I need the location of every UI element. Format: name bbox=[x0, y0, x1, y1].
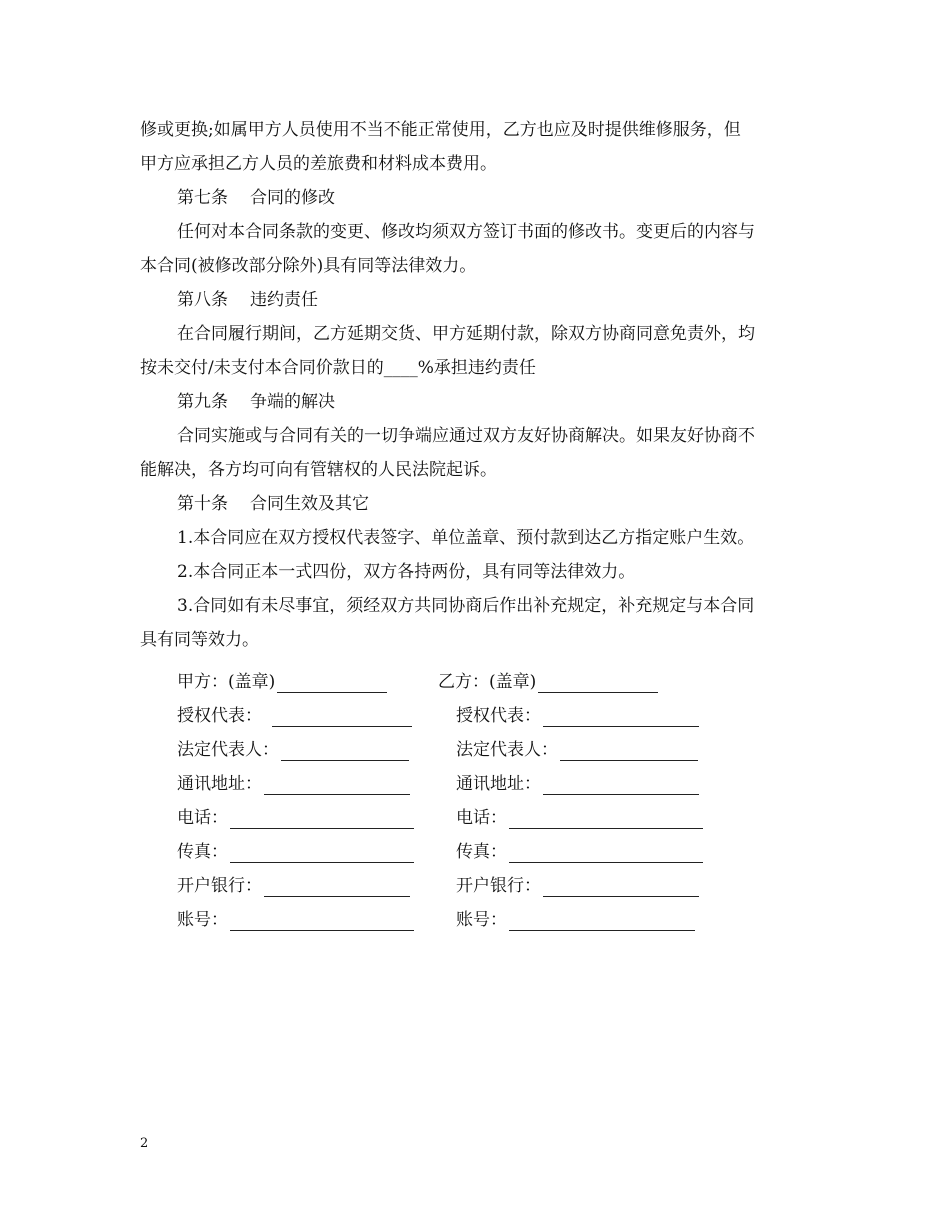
party-b-field bbox=[456, 767, 699, 801]
field-label: 授权代表： bbox=[177, 706, 262, 726]
page-number: 2 bbox=[140, 1136, 149, 1151]
field-blank[interactable] bbox=[509, 806, 703, 829]
article-number: 第九条 bbox=[177, 392, 228, 412]
party-a-field bbox=[177, 869, 410, 903]
paragraph-line: 本合同(被修改部分除外)具有同等法律效力。 bbox=[140, 256, 477, 276]
field-blank[interactable] bbox=[509, 840, 703, 863]
party-b-label: 乙方：(盖章) bbox=[438, 672, 537, 692]
party-a-field bbox=[177, 835, 414, 869]
party-b-field bbox=[456, 801, 703, 835]
signature-party-row bbox=[0, 665, 950, 699]
signature-row bbox=[0, 699, 950, 733]
field-blank[interactable] bbox=[509, 908, 695, 931]
article-number: 第七条 bbox=[177, 188, 228, 208]
paragraph-line: 在合同履行期间，乙方延期交货、甲方延期付款，除双方协商同意免责外，均 bbox=[177, 324, 755, 344]
signature-row bbox=[0, 903, 950, 937]
article-9-heading bbox=[140, 385, 810, 419]
field-label: 电话： bbox=[177, 808, 228, 828]
field-blank[interactable] bbox=[272, 704, 412, 727]
article-title: 合同生效及其它 bbox=[250, 494, 369, 514]
paragraph-line: 修或更换;如属甲方人员使用不当不能正常使用，乙方也应及时提供维修服务，但 bbox=[140, 120, 741, 140]
paragraph-line: 能解决，各方均可向有管辖权的人民法院起诉。 bbox=[140, 460, 497, 480]
party-b-field bbox=[456, 869, 699, 903]
field-label: 电话： bbox=[456, 808, 507, 828]
paragraph-line: 1.本合同应在双方授权代表签字、单位盖章、预付款到达乙方指定账户生效。 bbox=[177, 528, 755, 548]
field-label: 授权代表： bbox=[456, 706, 541, 726]
field-label: 账号： bbox=[456, 910, 507, 930]
party-b-field bbox=[456, 903, 695, 937]
field-blank[interactable] bbox=[264, 772, 410, 795]
field-label: 法定代表人： bbox=[177, 740, 279, 760]
article-8-heading bbox=[140, 283, 810, 317]
signature-row bbox=[0, 869, 950, 903]
party-a-field bbox=[177, 699, 412, 733]
field-blank[interactable] bbox=[543, 772, 699, 795]
field-blank[interactable] bbox=[230, 806, 414, 829]
field-label: 传真： bbox=[177, 842, 228, 862]
party-a-label: 甲方：(盖章) bbox=[177, 672, 276, 692]
field-label: 法定代表人： bbox=[456, 740, 558, 760]
paragraph-line: 任何对本合同条款的变更、修改均须双方签订书面的修改书。变更后的内容与 bbox=[177, 222, 755, 242]
paragraph-line: 3.合同如有未尽事宜，须经双方共同协商后作出补充规定，补充规定与本合同 bbox=[177, 596, 755, 616]
party-b-seal bbox=[438, 665, 658, 699]
article-7-heading bbox=[140, 181, 810, 215]
signature-row bbox=[0, 733, 950, 767]
field-blank[interactable] bbox=[560, 738, 698, 761]
signature-row bbox=[0, 801, 950, 835]
article-number: 第八条 bbox=[177, 290, 228, 310]
article-title: 争端的解决 bbox=[250, 392, 335, 412]
article-number: 第十条 bbox=[177, 494, 228, 514]
party-a-field bbox=[177, 801, 414, 835]
article-title: 违约责任 bbox=[250, 290, 318, 310]
paragraph-line: 具有同等效力。 bbox=[140, 630, 259, 650]
field-label: 传真： bbox=[456, 842, 507, 862]
field-blank[interactable] bbox=[281, 738, 409, 761]
party-a-seal bbox=[177, 665, 387, 699]
party-a-seal-blank[interactable] bbox=[277, 670, 387, 693]
paragraph-line: 甲方应承担乙方人员的差旅费和材料成本费用。 bbox=[140, 154, 497, 174]
field-blank[interactable] bbox=[543, 874, 699, 897]
party-b-field bbox=[456, 699, 699, 733]
field-blank[interactable] bbox=[543, 704, 699, 727]
field-label: 通讯地址： bbox=[177, 774, 262, 794]
field-label: 开户银行： bbox=[177, 876, 262, 896]
party-a-field bbox=[177, 733, 409, 767]
field-label: 账号： bbox=[177, 910, 228, 930]
paragraph-line: 合同实施或与合同有关的一切争端应通过双方友好协商解决。如果友好协商不 bbox=[177, 426, 755, 446]
party-b-field bbox=[456, 733, 698, 767]
signature-row bbox=[0, 767, 950, 801]
field-blank[interactable] bbox=[264, 874, 410, 897]
contract-body bbox=[140, 113, 810, 657]
field-label: 通讯地址： bbox=[456, 774, 541, 794]
article-10-heading bbox=[140, 487, 810, 521]
paragraph-line: 按未交付/未支付本合同价款日的____%承担违约责任 bbox=[140, 358, 536, 378]
party-a-field bbox=[177, 767, 410, 801]
signature-row bbox=[0, 835, 950, 869]
field-label: 开户银行： bbox=[456, 876, 541, 896]
party-a-field bbox=[177, 903, 414, 937]
article-title: 合同的修改 bbox=[250, 188, 335, 208]
paragraph-line: 2.本合同正本一式四份，双方各持两份，具有同等法律效力。 bbox=[177, 562, 636, 582]
party-b-field bbox=[456, 835, 703, 869]
field-blank[interactable] bbox=[230, 840, 414, 863]
field-blank[interactable] bbox=[230, 908, 414, 931]
party-b-seal-blank[interactable] bbox=[538, 670, 658, 693]
